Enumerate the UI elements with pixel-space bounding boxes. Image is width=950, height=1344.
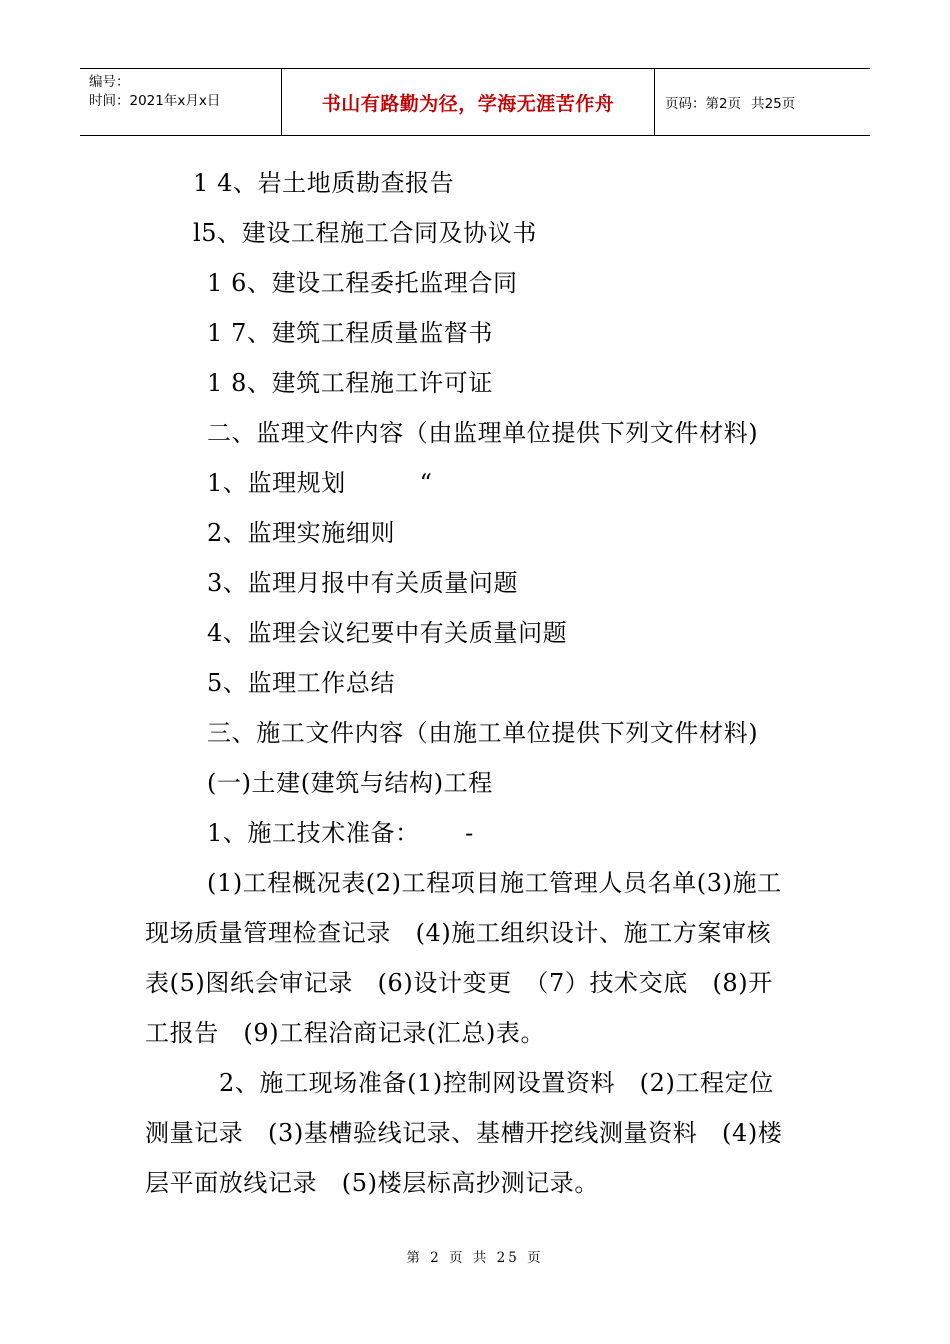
header-table <box>80 68 870 136</box>
motto-text: 书山有路勤为径，学海无涯苦作舟 <box>321 92 615 115</box>
header-page-cell <box>655 69 870 135</box>
body-line: 4、监理会议纪要中有关质量问题 <box>207 619 568 647</box>
time-label: 时间：2021年x月x日 <box>89 93 221 109</box>
number-label: 编号： <box>89 74 130 90</box>
body-line: 3、监理月报中有关质量问题 <box>207 569 519 597</box>
header-motto-cell <box>282 69 655 135</box>
page-total-label: 共25页 <box>751 96 796 112</box>
body-line: l5、建设工程施工合同及协议书 <box>193 219 537 247</box>
header-meta-cell <box>80 69 282 135</box>
body-line: 1 8、建筑工程施工许可证 <box>207 369 493 397</box>
paragraph-line: 测量记录 (3)基槽验线记录、基槽开挖线测量资料 (4)楼 <box>145 1119 783 1147</box>
body-line: 1、监理规划 “ <box>207 469 433 497</box>
subsection-heading: (一)土建(建筑与结构)工程 <box>207 769 493 797</box>
paragraph-line: 表(5)图纸会审记录 (6)设计变更 （7）技术交底 (8)开 <box>145 969 773 997</box>
paragraph-line: 层平面放线记录 (5)楼层标高抄测记录。 <box>145 1169 599 1197</box>
page-code-label: 页码：第2页 <box>665 96 742 112</box>
body-line: 1 7、建筑工程质量监督书 <box>207 319 493 347</box>
paragraph-line: 现场质量管理检查记录 (4)施工组织设计、施工方案审核 <box>145 919 772 947</box>
page-footer: 第 2 页 共 25 页 <box>406 1250 544 1266</box>
section-heading: 三、施工文件内容（由施工单位提供下列文件材料) <box>207 719 759 747</box>
paragraph-line: 工报告 (9)工程洽商记录(汇总)表。 <box>145 1019 546 1047</box>
paragraph-line: 2、施工现场准备(1)控制网设置资料 (2)工程定位 <box>219 1069 774 1097</box>
body-line: 2、监理实施细则 <box>207 519 396 547</box>
body-line: 1 6、建设工程委托监理合同 <box>207 269 518 297</box>
body-line: 1 4、岩土地质勘查报告 <box>193 169 455 197</box>
paragraph-line: (1)工程概况表(2)工程项目施工管理人员名单(3)施工 <box>207 869 782 897</box>
body-line: 5、监理工作总结 <box>207 669 396 697</box>
body-line: 1、施工技术准备： - <box>207 819 474 847</box>
section-heading: 二、监理文件内容（由监理单位提供下列文件材料) <box>207 419 759 447</box>
